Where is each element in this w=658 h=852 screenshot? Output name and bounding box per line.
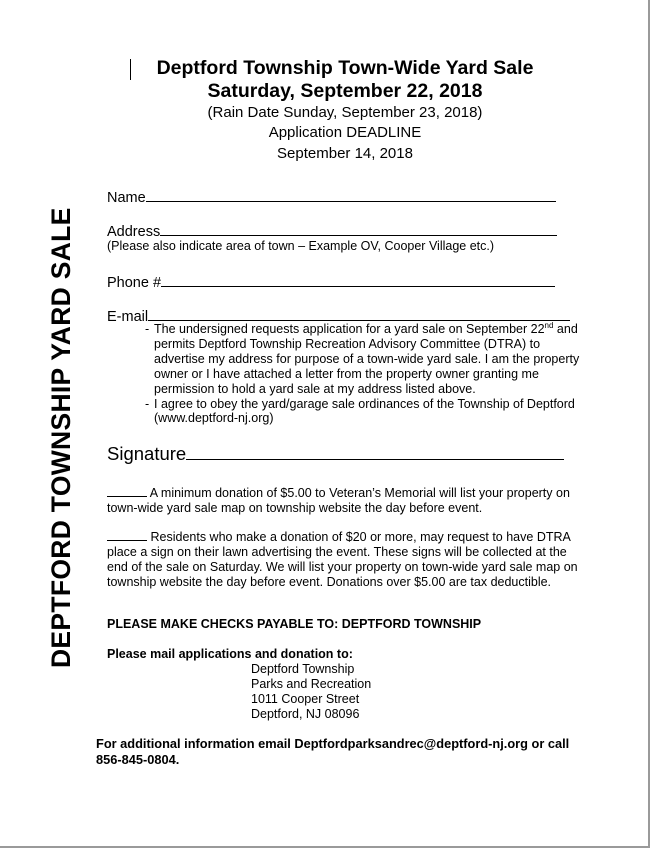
terms-item1-text: The undersigned requests application for a yard sale on September 22 (154, 322, 545, 336)
mail-label: Please mail applications and donation to: (107, 647, 353, 661)
checks-payable: PLEASE MAKE CHECKS PAYABLE TO: DEPTFORD TOWNSHIP (107, 617, 482, 631)
donation-2-checkline[interactable] (107, 529, 147, 541)
deadline-label: Application DEADLINE (268, 124, 422, 141)
terms-item (145, 397, 585, 427)
donation-option-1 (107, 485, 585, 516)
signature-field[interactable] (107, 442, 564, 465)
address-note: (Please also indicate area of town – Example OV, Cooper Village etc.) (107, 239, 495, 253)
terms-list (145, 322, 585, 426)
footer-contact: For additional information email Deptfordparksandrec@deptford-nj.org or call 856-845-0804. (96, 736, 570, 767)
mail-address (251, 662, 371, 722)
address-field[interactable] (107, 222, 557, 240)
terms-item (145, 322, 585, 397)
terms-item2-text: I agree to obey the yard/garage sale ordinances of the Township of Deptford (www.deptford-nj.org) (154, 396, 575, 426)
side-banner: DEPTFORD TOWNSHIP YARD SALE (46, 207, 76, 668)
phone-line[interactable] (161, 273, 555, 287)
phone-field[interactable] (107, 273, 555, 291)
email-label: E-mail (107, 309, 149, 325)
address-line-2: Parks and Recreation (251, 677, 372, 691)
form-title: Deptford Township Town-Wide Yard Sale (156, 57, 534, 79)
name-line[interactable] (146, 188, 556, 202)
dash-marker: - (145, 322, 150, 336)
donation-2-text: Residents who make a donation of $20 or more, may request to have DTRA place a sign on their lawn advertising the event. These signs will be collected at the end of the sale on Saturday. We will list your property on town-wide yard sale map on township website the day before event. Donations over $5.00 are tax deductible. (107, 530, 578, 589)
name-label: Name (107, 190, 146, 206)
dash-marker: - (145, 396, 150, 411)
donation-option-2 (107, 529, 585, 590)
name-field[interactable] (107, 188, 556, 206)
email-line[interactable] (148, 307, 570, 321)
terms-item1-continued: and permits Deptford Township Recreation Advisory Committee (DTRA) to advertise my address for purpose of a town-wide yard sale. I am the property owner or I have attached a letter from the property owner granting me permission to hold a yard sale at my address listed above. (154, 322, 580, 396)
address-line[interactable] (160, 222, 557, 236)
deadline-date: September 14, 2018 (277, 145, 413, 162)
event-date: Saturday, September 22, 2018 (207, 80, 483, 102)
donation-1-text: A minimum donation of $5.00 to Veteran’s Memorial will list your property on town-wide yard sale map on township website the day before event. (107, 486, 570, 515)
address-line-4: Deptford, NJ 08096 (251, 707, 360, 721)
address-label: Address (107, 224, 161, 240)
ordinal-suffix: nd (544, 320, 554, 330)
signature-label: Signature (107, 443, 187, 464)
address-line-1: Deptford Township (251, 662, 355, 676)
signature-line[interactable] (186, 442, 564, 460)
rain-date: (Rain Date Sunday, September 23, 2018) (207, 104, 483, 121)
phone-label: Phone # (107, 275, 162, 291)
address-line-3: 1011 Cooper Street (251, 692, 360, 706)
donation-1-checkline[interactable] (107, 485, 147, 497)
